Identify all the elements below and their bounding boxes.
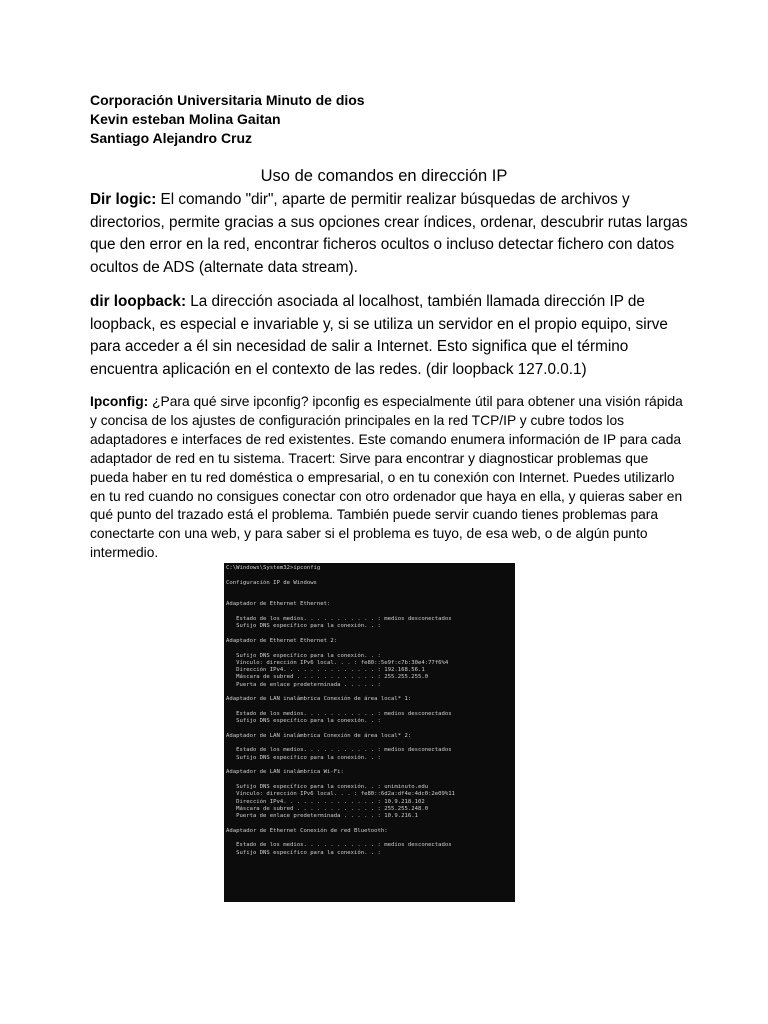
terminal-line: Sufijo DNS específico para la conexión. . : [226,849,381,856]
terminal-line: Vínculo: dirección IPv6 local. . . : fe80::5e9f:c7b:30e4:77f6%4 [226,659,449,666]
terminal-line: Sufijo DNS específico para la conexión. . : uniminuto.edu [226,783,429,790]
terminal-line: Estado de los medios. . . . . . . . . . . : medios desconectados [226,747,452,754]
terminal-line: Adaptador de LAN inalámbrica Conexión de área local* 2: [226,732,412,739]
author-header [90,91,365,148]
term-description: La dirección asociada al localhost, también llamada dirección IP de loopback, es especial e invariable y, si se utiliza un servidor en el propio equipo, sirve para acceder a él sin necesidad de salir a Internet. Esto significa que el término encuentra aplicación en el contexto de las redes. (dir loopback 127.0.0.1) [90,293,668,378]
terminal-line: Puerta de enlace predeterminada . . . . . : [226,681,381,688]
terminal-line: Configuración IP de Windows [226,579,317,586]
terminal-line: Dirección IPv4. . . . . . . . . . . . . . : 10.9.218.102 [226,798,425,805]
terminal-line: Adaptador de Ethernet Ethernet: [226,601,331,608]
terminal-line [226,645,515,652]
terminal-line: Adaptador de Ethernet Conexión de red Bluetooth: [226,827,388,834]
term-description: El comando "dir", aparte de permitir realizar búsquedas de archivos y directorios, permite gracias a sus opciones crear índices, ordenar, descubrir rutas largas que den error en la red, encontrar ficheros ocultos o incluso detectar fichero con datos ocultos de ADS (alternate data stream). [90,191,688,276]
terminal-line: Sufijo DNS específico para la conexión. . : [226,652,381,659]
term-label: dir loopback: [90,293,187,310]
terminal-line: Estado de los medios. . . . . . . . . . . : medios desconectados [226,842,452,849]
document-title: Uso de comandos en dirección IP [260,167,508,185]
paragraph-dir-loopback [90,291,690,381]
terminal-line: Dirección IPv4. . . . . . . . . . . . . . : 192.168.56.1 [226,667,425,674]
paragraph-dir-logic [90,189,690,279]
terminal-line [226,777,515,784]
terminal-line [226,572,515,579]
paragraph-ipconfig [90,393,690,563]
author-2: Santiago Alejandro Cruz [90,130,253,146]
terminal-line: Adaptador de Ethernet Ethernet 2: [226,637,338,644]
terminal-line: Máscara de subred . . . . . . . . . . . . : 255.255.255.0 [226,674,429,681]
terminal-line: C:\Windows\System32>ipconfig [226,565,321,571]
terminal-line [226,704,515,711]
term-label: Dir logic: [90,191,157,208]
terminal-line [226,820,515,827]
terminal-line: Máscara de subred . . . . . . . . . . . . : 255.255.248.0 [226,805,429,812]
ipconfig-terminal-screenshot [224,563,515,902]
terminal-line: Adaptador de LAN inalámbrica Wi-Fi: [226,769,344,776]
terminal-line: Adaptador de LAN inalámbrica Conexión de área local* 1: [226,696,412,703]
terminal-line [226,587,515,594]
terminal-line: Vínculo: dirección IPv6 local. . . : fe80::6d2a:df4e:4dc0:2e09%11 [226,791,456,798]
terminal-line: Sufijo DNS específico para la conexión. . : [226,718,381,725]
term-label: Ipconfig: [90,394,149,409]
terminal-line [226,726,515,733]
terminal-line [226,609,515,616]
term-description: ¿Para qué sirve ipconfig? ipconfig es especialmente útil para obtener una visión rápida y concisa de los ajustes de configuración principales en la red TCP/IP y cubre todos los adaptadores e interfaces de red existentes. Este comando enumera información de IP para cada adaptador de red en tu sistema. Tracert: Sirve para encontrar y diagnosticar problemas que pueda haber en tu red doméstica o empresarial, o en tu conexión con Internet. Puedes utilizarlo en tu red cuando no consigues conectar con otro ordenador que haya en ella, y quieras saber en qué punto del trazado está el problema. También puede servir cuando tienes problemas para conectarte con una web, y para saber si el problema es tuyo, de esa web, o de algún punto intermedio. [90,394,683,561]
author-1: Kevin esteban Molina Gaitan [90,111,281,127]
terminal-line: Puerta de enlace predeterminada . . . . . : 10.9.216.1 [226,813,418,820]
terminal-line: Sufijo DNS específico para la conexión. . : [226,623,381,630]
institution-name: Corporación Universitaria Minuto de dios [90,92,365,108]
terminal-line: Estado de los medios. . . . . . . . . . . : medios desconectados [226,616,452,623]
terminal-line [226,835,515,842]
terminal-line [226,631,515,638]
terminal-line [226,594,515,601]
terminal-line [226,740,515,747]
terminal-line: Estado de los medios. . . . . . . . . . . : medios desconectados [226,710,452,717]
terminal-line: Sufijo DNS específico para la conexión. . : [226,754,381,761]
